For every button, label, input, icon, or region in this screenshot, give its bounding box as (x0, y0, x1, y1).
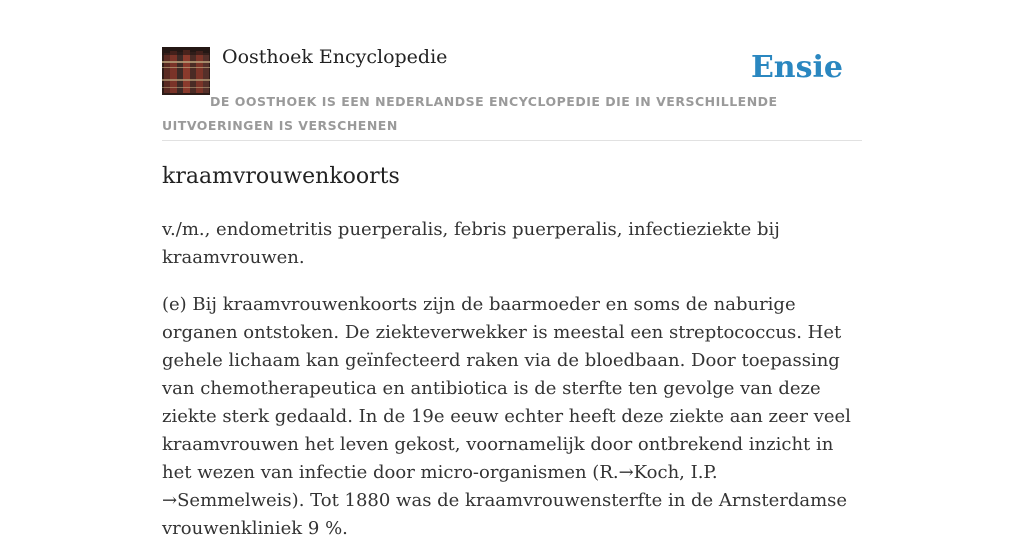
article-paragraph: (e) Bij kraamvrouwenkoorts zijn de baarmoeder en soms de naburige organen ontstoken. De ziekteverwekker is meestal een streptococcus. Het gehele lichaam kan geïnfecteerd raken via de bloedbaan. Door toepassing van chemotherapeutica en antibiotica is de sterfte ten gevolge van deze ziekte sterk gedaald. In de 19e eeuw echter heeft deze ziekte aan zeer veel kraamvrouwen het leven gekost, voornamelijk door ontbrekend inzicht in het wezen van infectie door micro-organismen (R.→Koch, I.P. →Semmelweis). Tot 1880 was de kraamvrouwensterfte in de Arnsterdamse vrouwenkliniek 9 %. (162, 294, 851, 539)
encyclopedia-books-avatar[interactable] (162, 47, 210, 95)
site-name[interactable]: Oosthoek Encyclopedie (222, 46, 448, 68)
ensie-logo[interactable]: Ensie (750, 50, 843, 85)
site-header (162, 0, 862, 141)
page-container (162, 0, 862, 539)
article-title: kraamvrouwenkoorts (162, 164, 400, 189)
article-paragraph: v./m., endometritis puerperalis, febris puerperalis, infectieziekte bij kraamvrouwen. (162, 219, 780, 268)
books-image (162, 47, 210, 95)
site-tagline: DE OOSTHOEK IS EEN NEDERLANDSE ENCYCLOPEDIE DIE IN VERSCHILLENDE UITVOERINGEN IS VERSCHENEN (162, 94, 778, 133)
